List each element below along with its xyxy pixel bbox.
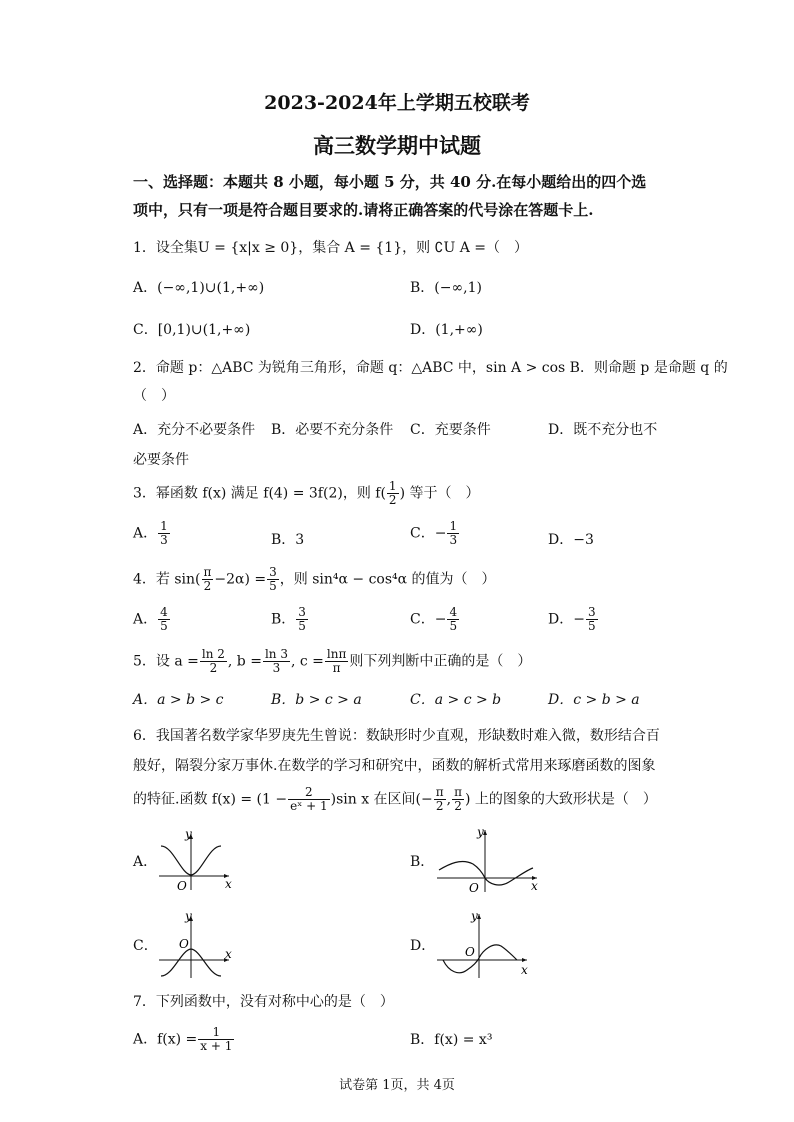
q3-option-c: C．− $\frac{1}{3}$ bbox=[410, 519, 458, 547]
q6-graph-d-y: y bbox=[471, 909, 478, 923]
q6-option-d-label: D． bbox=[410, 938, 436, 954]
q5-option-b: B．b > c > a bbox=[271, 692, 362, 708]
q7-option-b: B．f(x) = x³ bbox=[410, 1032, 493, 1048]
q4-option-a: A． $\frac{4}{5}$ bbox=[133, 605, 168, 633]
q2-stem: 2．命题 p：△ABC 为锐角三角形，命题 q：△ABC 中，sin A > cos B．则命题 p 是命题 q 的 bbox=[133, 360, 728, 376]
section-instructions-line2: 项中，只有一项是符合题目要求的.请将正确答案的代号涂在答题卡上. bbox=[133, 201, 594, 219]
q6-graph-d bbox=[433, 908, 533, 980]
q5-option-d: D．c > b > a bbox=[548, 692, 640, 708]
q6-option-b-label: B． bbox=[410, 854, 435, 870]
q7-option-a: A．f(x) = $\frac{1}{x + 1}$ bbox=[133, 1025, 233, 1053]
q6-graph-d-o: O bbox=[465, 945, 475, 959]
q6-graph-a-y: y bbox=[185, 828, 192, 841]
q6-stem-line2: 般好，隔裂分家万事休.在数学的学习和研究中，函数的解析式常用来琢磨函数的图象 bbox=[133, 758, 656, 774]
q6-graph-a-x: x bbox=[225, 877, 232, 891]
q1-option-a: A．(−∞,1)∪(1,+∞) bbox=[133, 280, 265, 296]
q5-option-c: C．a > c > b bbox=[410, 692, 502, 708]
q3-option-b: B．3 bbox=[271, 532, 305, 548]
q2-option-c: C．充要条件 bbox=[410, 422, 491, 438]
q2-option-d: D．既不充分也不 bbox=[548, 422, 658, 438]
q1-option-c: C．[0,1)∪(1,+∞) bbox=[133, 322, 251, 338]
page-footer: 试卷第 1页，共 4页 bbox=[339, 1078, 455, 1093]
q6-graph-a bbox=[155, 828, 235, 894]
q3-option-a: A． $\frac{1}{3}$ bbox=[133, 519, 168, 547]
q6-stem-line3: 的特征.函数 f(x) = (1 − $\frac{2}{\text{eˣ + 1}}$ )sin x 在区间(− $\frac{\pi}{2}$ , $\frac{\pi}{2}$ ) 上的图象的大致形状是（ ） bbox=[133, 785, 657, 813]
q6-stem-line1: 6．我国著名数学家华罗庚先生曾说：数缺形时少直观，形缺数时难入微，数形结合百 bbox=[133, 728, 660, 744]
q6-graph-c-o: O bbox=[179, 937, 189, 951]
q2-option-d-cont: 必要条件 bbox=[133, 452, 189, 468]
q6-option-a-label: A． bbox=[133, 854, 158, 870]
q6-graph-b-o: O bbox=[469, 881, 479, 894]
q4-stem: 4．若 sin( $\frac{\pi}{2}$ −2α) = $\frac{3}{5}$ ，则 sin⁴α − cos⁴α 的值为（ ） bbox=[133, 565, 496, 593]
q6-graph-a-o: O bbox=[177, 879, 187, 893]
q1-option-b: B．(−∞,1) bbox=[410, 280, 482, 296]
q7-stem: 7．下列函数中，没有对称中心的是（ ） bbox=[133, 994, 394, 1010]
q1-stem: 1．设全集U = {x|x ≥ 0}，集合 A = {1}，则 ∁U A =（ ） bbox=[133, 240, 529, 256]
q6-graph-b bbox=[433, 824, 543, 894]
q6-graph-b-y: y bbox=[477, 825, 484, 839]
q1-option-d: D．(1,+∞) bbox=[410, 322, 483, 338]
q5-stem: 5．设 a = $\frac{\ln 2}{2}$ , b = $\frac{\ln 3}{3}$ , c = $\frac{\ln\pi}{\pi}$ 则下列判断中正确的是（ ） bbox=[133, 647, 532, 675]
q6-graph-c bbox=[155, 910, 235, 982]
q4-option-b: B． $\frac{3}{5}$ bbox=[271, 605, 306, 633]
q2-option-b: B．必要不充分条件 bbox=[271, 422, 394, 438]
q6-graph-c-x: x bbox=[225, 947, 232, 961]
q6-graph-d-x: x bbox=[521, 963, 528, 977]
q6-graph-c-y: y bbox=[185, 910, 192, 923]
q3-option-d: D．−3 bbox=[548, 532, 594, 548]
q4-option-c: C．− $\frac{4}{5}$ bbox=[410, 605, 458, 633]
section-instructions-line1: 一、选择题：本题共 8 小题，每小题 5 分，共 40 分.在每小题给出的四个选 bbox=[133, 173, 647, 191]
q3-stem: 3．幂函数 f(x) 满足 f(4) = 3f(2)，则 f( $\frac{1}{2}$ ) 等于（ ） bbox=[133, 479, 480, 507]
q5-option-a: A．a > b > c bbox=[133, 692, 224, 708]
q6-graph-b-x: x bbox=[531, 879, 538, 893]
q2-stem-paren: （ ） bbox=[133, 388, 175, 404]
q2-option-a: A．充分不必要条件 bbox=[133, 422, 256, 438]
exam-subtitle: 高三数学期中试题 bbox=[313, 133, 481, 158]
q4-option-d: D．− $\frac{3}{5}$ bbox=[548, 605, 596, 633]
q6-option-c-label: C． bbox=[133, 938, 158, 954]
exam-title: 2023-2024年上学期五校联考 bbox=[264, 92, 530, 114]
